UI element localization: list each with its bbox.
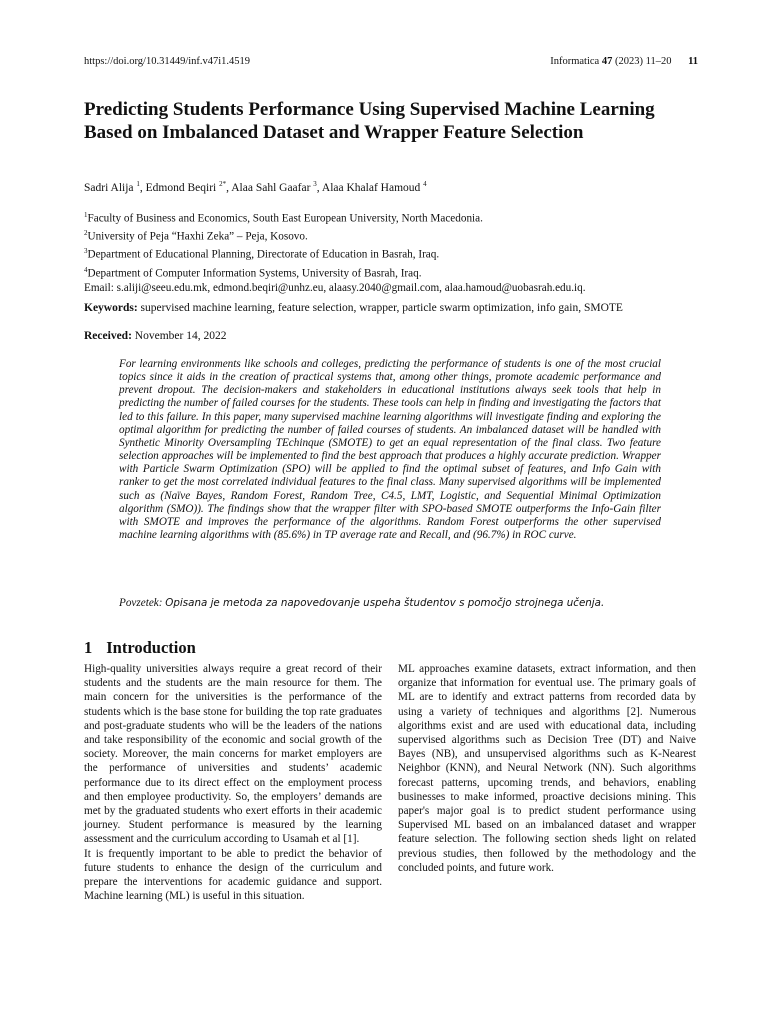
left-column [84,662,382,903]
keywords [84,302,623,314]
affiliation-line: $^2$University of Peja “Haxhi Zeka” – Peja, Kosovo. [84,229,308,243]
journal-name: Informatica [550,56,600,67]
author: Edmond Beqiri [145,181,217,194]
author-affiliation-mark: 4 [423,180,427,188]
abstract: For learning environments like schools and colleges, predicting the performance of students is one of the most crucial topics since it aids in the creation of practical systems that, among other things, promote academic performance and prevent dropout. The decision-makers and stakeholders in educational institutions always seek tools that help in predicting the number of failed courses for the students. These tools can help in finding and investigating the factors that led to this failure. In this paper, many supervised machine learning algorithms will investigate finding and exploring the optimal algorithm for predicting the number of failed courses of students. An imbalanced dataset will be handled with Synthetic Minority Oversampling TEchinque (SMOTE) to get an equal representation of the final class. Two feature selection approaches will be implemented to find the best approach that produces a highly accurate prediction. Wrapper with Particle Swarm Optimization (SPO) will be applied to find the optimal subset of features, and Info Gain with ranker to get the most correlated individual features to the final class. Many supervised algorithms will be implemented such as (Naïve Bayes, Random Forest, Random Tree, C4.5, LMT, Logistic, and Sequential Minimal Optimization algorithm (SMO)). The findings show that the wrapper filter with SPO-based SMOTE outperforms the Info-Gain filter with SMOTE and improves the performance of the algorithms. Random Forest outperforms the other supervised machine learning algorithms with (85.6%) in TP average rate and Recall, and (96.7%) in ROC curve. [119,358,661,542]
section-number: 1 [84,638,93,657]
author-list: Sadri Alija $^1$, Edmond Beqiri $^{2*}$, Alaa Sahl Gaafar $^3$, Alaa Khalaf Hamoud $^4$ [84,180,427,194]
povzetek-label: Povzetek: [119,597,163,609]
affiliation-line: $^1$Faculty of Business and Economics, South East European University, North Macedonia. [84,211,483,225]
page-number: 11 [688,56,698,67]
received-text: November 14, 2022 [134,330,227,342]
paper-title: Predicting Students Performance Using Supervised Machine Learning Based on Imbalanced Dataset and Wrapper Feature Selection [84,99,655,143]
section-title: Introduction [106,638,196,657]
doi-link[interactable]: https://doi.org/10.31449/inf.v47i1.4519 [84,56,251,67]
keywords-text: supervised machine learning, feature selection, wrapper, particle swarm optimization, info gain, SMOTE [140,302,623,314]
author-affiliation-mark: 2* [219,180,227,188]
section-heading [84,638,196,658]
running-header [550,56,698,67]
author: Alaa Sahl Gaafar [231,181,311,194]
received-date [84,330,226,342]
keywords-label: Keywords: [84,302,138,314]
paragraph: It is frequently important to be able to predict the behavior of future students to enhance the design of the curriculum and prepare the interventions for academic guidance and support. Machine learning (ML) is useful in this situation. [84,847,382,903]
affiliation-line: $^4$Department of Computer Information Systems, University of Basrah, Iraq. [84,265,422,280]
affiliations [84,208,586,295]
paragraph: High-quality universities always require a great record of their students and the students are the main resource for them. The main concern for the universities is the performance of the students which is the base stone for building the top rate graduates and post-graduate students who will be the leaders of the nations and take responsibility of the economic and social growth of the society. Moreover, the main concerns for market employers are the performance of universities and students’ academic performance due to its direct effect on the employment process and then employee productivity. So, the employers’ demands are met by the graduated students who exert efforts in their academic journey. Student performance is measured by the learning assessment and the curriculum according to Usamah et al [1]. [84,663,382,846]
journal-year-pages: (2023) 11–20 [614,56,672,67]
author: Alaa Khalaf Hamoud [321,181,421,194]
right-column [398,662,696,875]
paragraph: ML approaches examine datasets, extract information, and then organize that information for eventual use. The primary goals of ML are to identify and extract patterns from recorded data by using a variety of techniques and algorithms [2]. Numerous algorithms exist and are used with educational data, including supervised algorithms such as Decision Tree (DT) and Naive Bayes (NB), and unsupervised algorithms such as K-Nearest Neighbor (KNN), and Neural Network (NN). Such algorithms forecast patterns, upcoming trends, and behaviors, enabling businesses to make informed, proactive decisions mining. This paper's major goal is to predict student performance using Supervised ML based on an imbalanced dataset and wrapper feature selection. The following section sheds light on related previous studies, then followed by the methodology and the concluded points, and future work. [398,663,696,874]
received-label: Received: [84,330,132,342]
author-affiliation-mark: 3 [313,180,317,188]
affiliation-line: $^3$Department of Educational Planning, Directorate of Education in Basrah, Iraq. [84,247,440,262]
author-affiliation-mark: 1 [136,180,140,188]
author: Sadri Alija [84,181,134,194]
email-line[interactable]: Email: s.aliji@seeu.edu.mk, edmond.beqiri@unhz.eu, alaasy.2040@gmail.com, alaa.hamoud@uobasrah.edu.iq. [84,281,586,294]
povzetek-text: Opisana je metoda za napovedovanje uspeha študentov s pomočjo strojnega učenja. [165,597,605,609]
povzetek [119,597,679,609]
journal-volume: 47 [601,56,613,67]
